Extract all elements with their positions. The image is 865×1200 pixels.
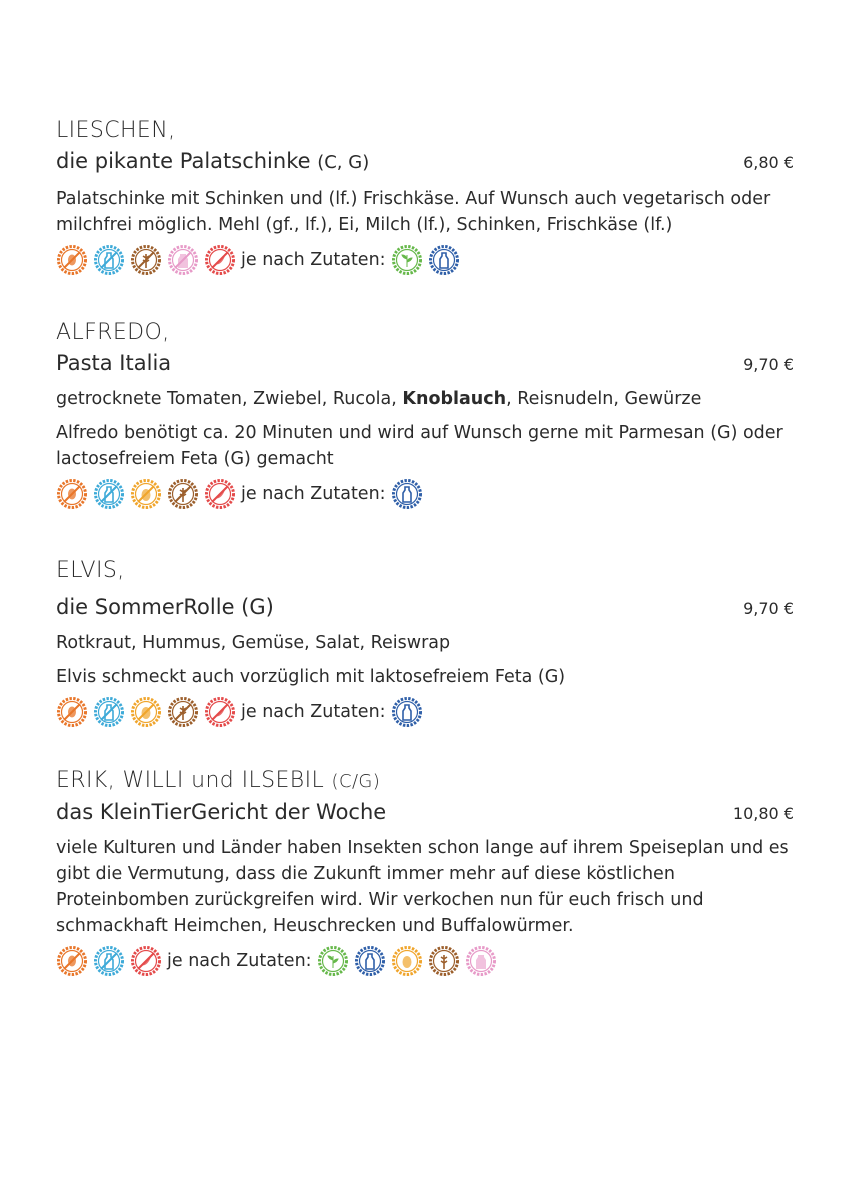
item-price: 10,80 € (732, 804, 794, 823)
menu-item-erik-willi-ilsebil (56, 766, 794, 977)
item-allergen-tag: (C/G) (331, 771, 381, 792)
no-nuts-icon (56, 945, 88, 977)
badge-note: je nach Zutaten: (241, 250, 386, 270)
no-egg-icon (130, 478, 162, 510)
badge-row (56, 945, 794, 977)
no-nuts-icon (56, 244, 88, 276)
item-price: 9,70 € (743, 599, 794, 618)
menu-item-elvis (56, 556, 794, 728)
item-price: 9,70 € (743, 355, 794, 374)
no-chili-icon (130, 945, 162, 977)
item-subtitle: das KleinTierGericht der Woche (56, 800, 387, 824)
no-bottle-icon (93, 696, 125, 728)
item-name: ERIK, WILLI und ILSEBIL (56, 768, 325, 793)
item-name: ELVIS, (56, 558, 125, 583)
menu-item-lieschen (56, 116, 794, 276)
bottle-icon (354, 945, 386, 977)
ingredients-bold: Knoblauch (402, 389, 507, 409)
item-subtitle: die SommerRolle (G) (56, 595, 274, 619)
menu-item-alfredo (56, 318, 794, 510)
item-name: LIESCHEN, (56, 118, 176, 143)
ingredients-text-end: , Reisnudeln, Gewürze (506, 389, 702, 409)
no-egg-icon (130, 696, 162, 728)
milk-icon (465, 945, 497, 977)
badge-row (56, 244, 794, 276)
no-grain-icon (167, 696, 199, 728)
no-grain-icon (167, 478, 199, 510)
item-subtitle: Pasta Italia (56, 351, 172, 375)
no-bottle-icon (93, 945, 125, 977)
badge-note: je nach Zutaten: (167, 951, 312, 971)
item-price: 6,80 € (743, 153, 794, 172)
no-milk-icon (167, 244, 199, 276)
item-ingredients (56, 386, 794, 412)
item-name: ALFREDO, (56, 320, 170, 345)
item-name-row (56, 766, 794, 797)
item-subtitle-row (56, 348, 794, 378)
grain-icon (428, 945, 460, 977)
no-chili-icon (204, 696, 236, 728)
bottle-icon (391, 696, 423, 728)
no-chili-icon (204, 478, 236, 510)
badge-note: je nach Zutaten: (241, 484, 386, 504)
item-subtitle-row (56, 797, 794, 827)
item-subtitle-row (56, 146, 794, 178)
no-bottle-icon (93, 478, 125, 510)
herb-icon (317, 945, 349, 977)
no-nuts-icon (56, 696, 88, 728)
herb-icon (391, 244, 423, 276)
egg-icon (391, 945, 423, 977)
no-chili-icon (204, 244, 236, 276)
bottle-icon (391, 478, 423, 510)
item-description: Alfredo benötigt ca. 20 Minuten und wird auf Wunsch gerne mit Parmesan (G) oder lactosefreiem Feta (G) gemacht (56, 423, 783, 469)
item-allergen-tag: (C, G) (317, 152, 370, 173)
ingredients-text: getrocknete Tomaten, Zwiebel, Rucola, (56, 389, 397, 409)
item-ingredients: Rotkraut, Hummus, Gemüse, Salat, Reiswrap (56, 633, 451, 653)
item-description: viele Kulturen und Länder haben Insekten schon lange auf ihrem Speiseplan und es gibt die Vermutung, dass die Zukunft immer mehr auf diese köstlichen Proteinbomben zurückgreifen wird. Wir verkochen nun für euch frisch und schmackhaft Heimchen, Heuschrecken und Buffalowürmer. (56, 838, 789, 936)
no-bottle-icon (93, 244, 125, 276)
no-nuts-icon (56, 478, 88, 510)
item-description: Palatschinke mit Schinken und (lf.) Frischkäse. Auf Wunsch auch vegetarisch oder milchfrei möglich. Mehl (gf., lf.), Ei, Milch (lf.), Schinken, Frischkäse (lf.) (56, 189, 771, 235)
item-description: Elvis schmeckt auch vorzüglich mit laktosefreiem Feta (G) (56, 667, 566, 687)
item-subtitle: die pikante Palatschinke (56, 149, 311, 173)
badge-note: je nach Zutaten: (241, 702, 386, 722)
badge-row (56, 478, 794, 510)
no-grain-icon (130, 244, 162, 276)
badge-row (56, 696, 794, 728)
bottle-icon (428, 244, 460, 276)
item-subtitle-row (56, 592, 794, 622)
